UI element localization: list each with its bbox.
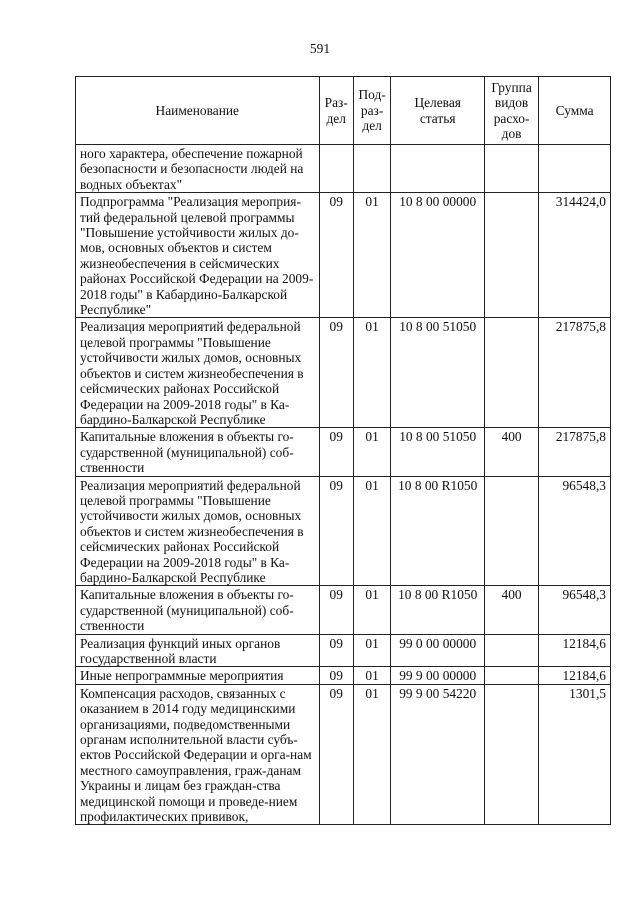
cell-razdel: 09: [319, 428, 353, 476]
cell-podrazdel: 01: [353, 634, 390, 667]
cell-gruppa: 400: [485, 428, 539, 476]
header-gruppa: [485, 77, 539, 145]
cell-summa: 1301,5: [539, 684, 611, 825]
page-number: 591: [309, 41, 331, 56]
cell-podrazdel: 01: [353, 193, 390, 318]
cell-razdel: 09: [319, 193, 353, 318]
cell-name: Подпрограмма "Реализация мероприя-тий федеральной целевой программы "Повышение устойчивости жилых до-мов, основных объектов и систем жизнеобеспечения в сейсмических районах Российской Федерации на 2009-2018 годы" в Кабардино-Балкарской Республике": [76, 193, 320, 318]
header-celevaya: [391, 77, 485, 145]
cell-name: Реализация функций иных органов государственной власти: [76, 634, 320, 667]
header-podrazdel-label: Под- раз- дел: [358, 87, 386, 134]
cell-gruppa: [485, 193, 539, 318]
cell-summa: 96548,3: [539, 476, 611, 586]
header-summa: [539, 77, 611, 145]
table-row: [76, 667, 611, 684]
cell-summa: 217875,8: [539, 318, 611, 428]
table-row: [76, 193, 611, 318]
cell-summa: 314424,0: [539, 193, 611, 318]
cell-celevaya: 10 8 00 00000: [391, 193, 485, 318]
cell-name: Капитальные вложения в объекты го-сударственной (муниципальной) соб-ственности: [76, 428, 320, 476]
table-row: [76, 318, 611, 428]
cell-celevaya: [391, 145, 485, 193]
header-razdel-label: Раз- дел: [324, 95, 348, 126]
cell-gruppa: [485, 667, 539, 684]
cell-celevaya: 99 0 00 00000: [391, 634, 485, 667]
header-summa-label: Сумма: [555, 102, 594, 118]
cell-celevaya: 10 8 00 51050: [391, 318, 485, 428]
cell-podrazdel: [353, 145, 390, 193]
table-row: [76, 428, 611, 476]
table-row: [76, 684, 611, 825]
cell-name: Компенсация расходов, связанных с оказанием в 2014 году медицинскими организациями, подведомственными органам исполнительной власти субъ-ектов Российской Федерации и орга-нам местного самоуправления, граж-данам Украины и лицам без граждан-ства медицинской помощи и проведе-нием профилактических прививок,: [76, 684, 320, 825]
cell-summa: 96548,3: [539, 586, 611, 634]
cell-gruppa: [485, 145, 539, 193]
table-row: [76, 476, 611, 586]
cell-name: Иные непрограммные мероприятия: [76, 667, 320, 684]
cell-gruppa: [485, 634, 539, 667]
cell-razdel: 09: [319, 634, 353, 667]
cell-razdel: 09: [319, 667, 353, 684]
cell-summa: 217875,8: [539, 428, 611, 476]
cell-podrazdel: 01: [353, 684, 390, 825]
header-celevaya-label: Целевая статья: [414, 95, 461, 126]
cell-summa: 12184,6: [539, 667, 611, 684]
cell-name: Реализация мероприятий федеральной целевой программы "Повышение устойчивости жилых домов, основных объектов и систем жизнеобеспечения в сейсмических районах Российской Федерации на 2009-2018 годы" в Ка-бардино-Балкарской Республике: [76, 476, 320, 586]
cell-name: Капитальные вложения в объекты го-сударственной (муниципальной) соб-ственности: [76, 586, 320, 634]
cell-gruppa: [485, 684, 539, 825]
table-row: [76, 586, 611, 634]
cell-podrazdel: 01: [353, 318, 390, 428]
table-header-row: [76, 77, 611, 145]
cell-name: Реализация мероприятий федеральной целевой программы "Повышение устойчивости жилых домов, основных объектов и систем жизнеобеспечения в сейсмических районах Российской Федерации на 2009-2018 годы" в Ка-бардино-Балкарской Республике: [76, 318, 320, 428]
cell-celevaya: 10 8 00 R1050: [391, 586, 485, 634]
cell-summa: [539, 145, 611, 193]
table-row: [76, 634, 611, 667]
cell-summa: 12184,6: [539, 634, 611, 667]
cell-podrazdel: 01: [353, 476, 390, 586]
cell-celevaya: 99 9 00 54220: [391, 684, 485, 825]
cell-podrazdel: 01: [353, 667, 390, 684]
cell-razdel: 09: [319, 318, 353, 428]
cell-razdel: 09: [319, 476, 353, 586]
cell-gruppa: [485, 318, 539, 428]
budget-table: [75, 76, 611, 825]
cell-gruppa: [485, 476, 539, 586]
cell-razdel: 09: [319, 586, 353, 634]
cell-celevaya: 10 8 00 R1050: [391, 476, 485, 586]
cell-celevaya: 10 8 00 51050: [391, 428, 485, 476]
cell-celevaya: 99 9 00 00000: [391, 667, 485, 684]
table-body: [76, 145, 611, 825]
cell-podrazdel: 01: [353, 586, 390, 634]
header-razdel: [319, 77, 353, 145]
cell-podrazdel: 01: [353, 428, 390, 476]
header-name-label: Наименование: [155, 102, 239, 118]
cell-name: ного характера, обеспечение пожарной безопасности и безопасности людей на водных объектах": [76, 145, 320, 193]
header-gruppa-label: Группа видов расхо- дов: [491, 79, 532, 141]
cell-razdel: 09: [319, 684, 353, 825]
table-row: [76, 145, 611, 193]
cell-gruppa: 400: [485, 586, 539, 634]
header-podrazdel: [353, 77, 390, 145]
header-name: [76, 77, 320, 145]
cell-razdel: [319, 145, 353, 193]
